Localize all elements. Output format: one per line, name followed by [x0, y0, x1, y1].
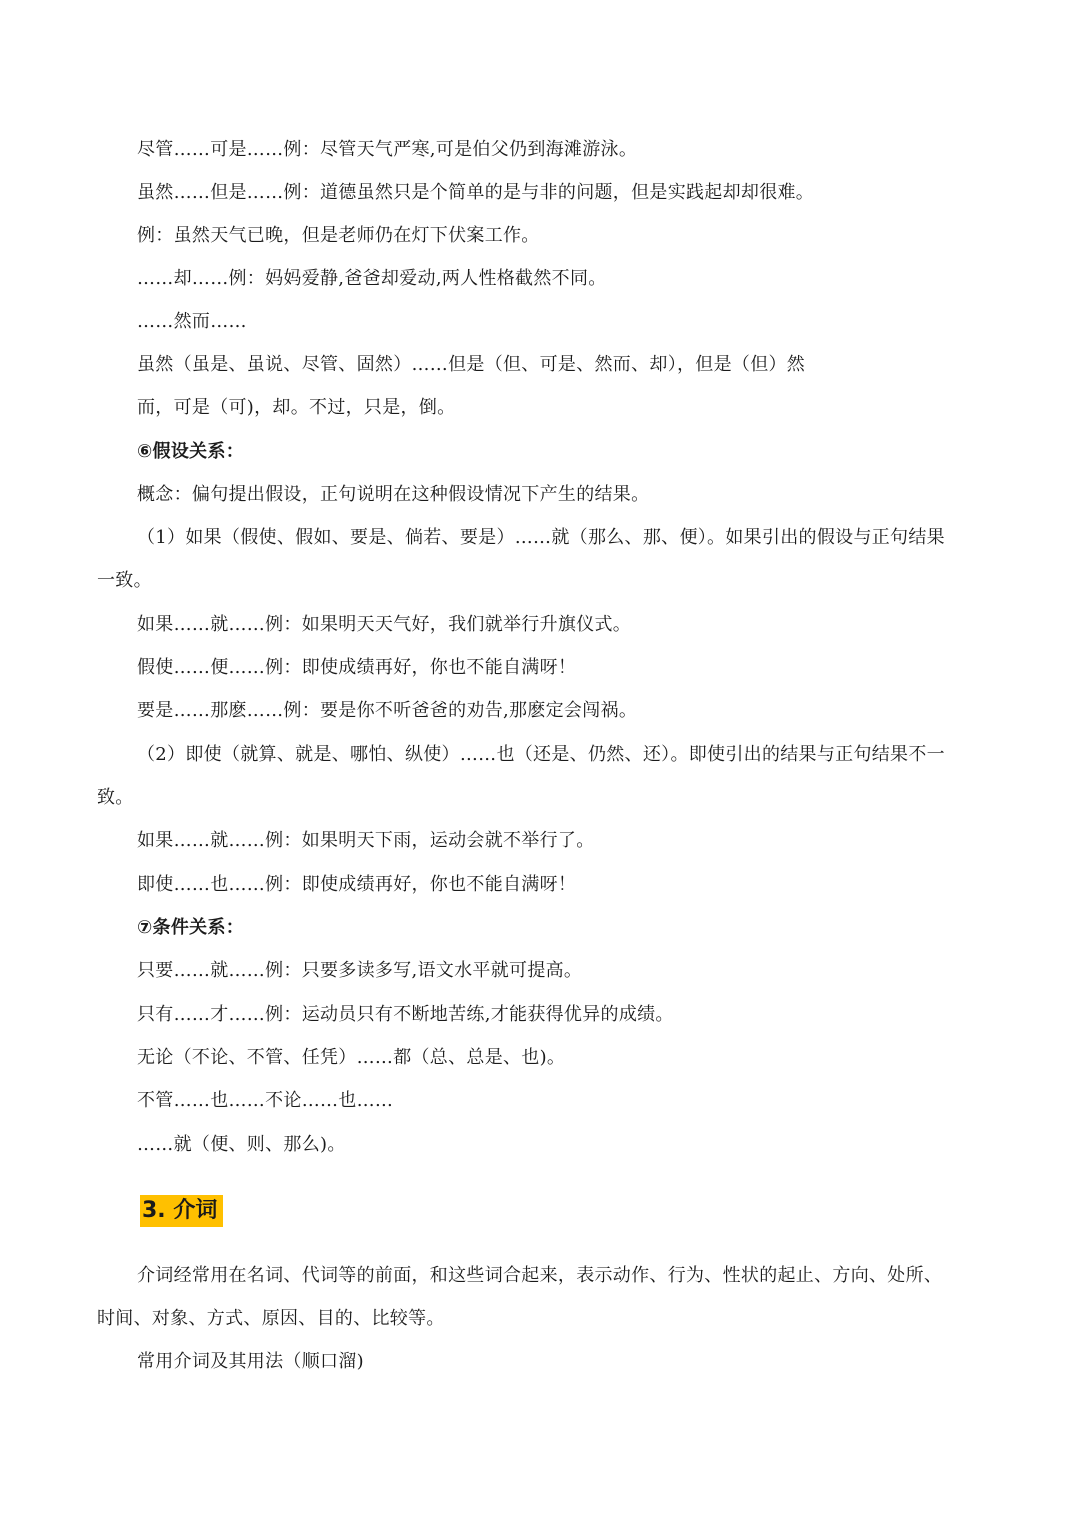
text-line: 虽然……但是……例：道德虽然只是个简单的是与非的问题，但是实践起却却很难。	[137, 182, 815, 203]
text-line: 尽管……可是……例：尽管天气严寒,可是伯父仍到海滩游泳。	[137, 139, 638, 160]
text-line: 时间、对象、方式、原因、目的、比较等。	[97, 1308, 445, 1329]
text-line: ……就（便、则、那么)。	[137, 1134, 346, 1155]
text-line: （2）即使（就算、就是、哪怕、纵使）……也（还是、仍然、还）。即使引出的结果与正句结果不一	[137, 744, 945, 765]
heading-condition: ⑦条件关系：	[137, 917, 245, 938]
text-line: 要是……那麽……例：要是你不听爸爸的劝告,那麽定会闯祸。	[137, 700, 638, 721]
text-line: 一致。	[97, 570, 152, 591]
text-line: 虽然（虽是、虽说、尽管、固然）……但是（但、可是、然而、却），但是（但）然	[137, 354, 806, 375]
text-line: ……却……例：妈妈爱静,爸爸却爱动,两人性格截然不同。	[137, 268, 607, 289]
text-line: 而，可是（可)，却。不过，只是，倒。	[137, 397, 456, 418]
text-line: 无论（不论、不管、任凭）……都（总、总是、也)。	[137, 1047, 566, 1068]
text-line: 如果……就……例：如果明天天气好，我们就举行升旗仪式。	[137, 614, 632, 635]
text-line: 不管……也……不论……也……	[137, 1090, 394, 1111]
text-line: 常用介词及其用法（顺口溜)	[137, 1351, 364, 1372]
text-line: 假使……便……例：即使成绩再好，你也不能自满呀！	[137, 657, 577, 678]
text-line: 只要……就……例：只要多读多写,语文水平就可提高。	[137, 960, 583, 981]
text-line: 例：虽然天气已晚，但是老师仍在灯下伏案工作。	[137, 225, 540, 246]
text-line: 如果……就……例：如果明天下雨，运动会就不举行了。	[137, 830, 595, 851]
text-line: 即使……也……例：即使成绩再好，你也不能自满呀！	[137, 874, 577, 895]
section-title-prepositions: 3. 介词	[140, 1195, 223, 1227]
heading-hypothesis: ⑥假设关系：	[137, 441, 245, 462]
text-line: 致。	[97, 787, 134, 808]
text-line: （1）如果（假使、假如、要是、倘若、要是）……就（那么、那、便）。如果引出的假设与正句结果	[137, 527, 945, 548]
text-line: ……然而……	[137, 311, 247, 332]
text-line: 只有……才……例：运动员只有不断地苦练,才能获得优异的成绩。	[137, 1004, 674, 1025]
text-line: 概念：偏句提出假设，正句说明在这种假设情况下产生的结果。	[137, 484, 650, 505]
text-line: 介词经常用在名词、代词等的前面，和这些词合起来，表示动作、行为、性状的起止、方向、处所、	[137, 1265, 943, 1286]
